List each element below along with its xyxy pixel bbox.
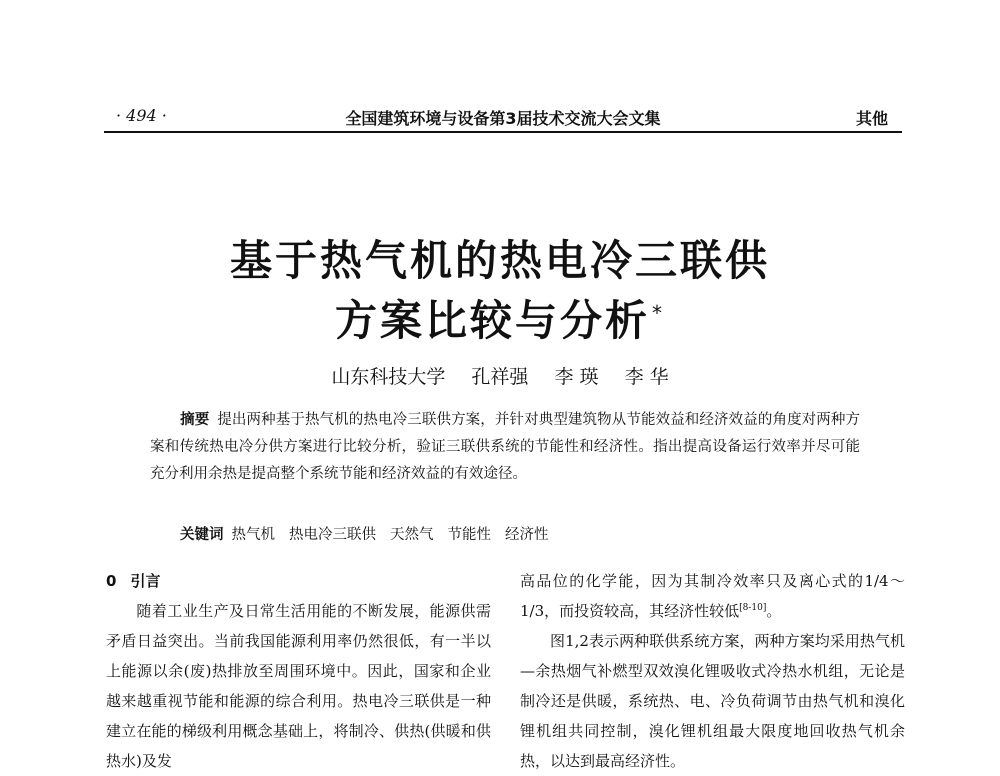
citation-ref: [8-10]: [739, 603, 767, 613]
section-heading: [106, 566, 491, 596]
keyword: 节能性: [447, 527, 491, 543]
keyword: 热电冷三联供: [289, 527, 376, 543]
paper-title-line-2-text: 方案比较与分析: [334, 296, 650, 345]
author-name: 孔祥强: [471, 366, 529, 388]
section-title: 引言: [130, 572, 161, 590]
body-column-right: [520, 566, 905, 776]
keyword: 热气机: [231, 527, 275, 543]
keyword: 经济性: [505, 527, 549, 543]
keyword: 天然气: [390, 527, 434, 543]
continued-paragraph: [520, 566, 905, 626]
author-name: 李 华: [624, 366, 669, 388]
running-header: [104, 106, 902, 132]
paper-title-line-2: [0, 288, 1000, 348]
abstract: [150, 407, 860, 488]
intro-paragraph: [106, 596, 491, 776]
author-name: 李 瑛: [554, 366, 599, 388]
body-column-left: [106, 566, 491, 776]
continued-paragraph-end: 。: [766, 602, 782, 620]
system-paragraph-text: 图1,2表示两种联供系统方案，两种方案均采用热气机—余热烟气补燃型双效溴化锂吸收式冷热水机组，无论是制冷还是供暖，系统热、电、冷负荷调节由热气机和溴化锂机组共同控制，溴化锂机组最大限度地回收热气机余热，以达到最高经济性。: [520, 632, 905, 770]
author-line: [0, 362, 1000, 389]
intro-paragraph-text: 随着工业生产及日常生活用能的不断发展，能源供需矛盾日益突出。当前我国能源利用率仍然很低，有一半以上能源以余(废)热排放至周围环境中。因此，国家和企业越来越重视节能和能源的综合利用。热电冷三联供是一种建立在能的梯级利用概念基础上，将制冷、供热(供暖和供热水)及发: [106, 602, 491, 770]
paper-title-line-1: 基于热气机的热电冷三联供: [229, 236, 770, 285]
header-rule: [104, 131, 902, 133]
section-label: 其他: [855, 109, 888, 128]
keywords-label: 关键词: [180, 527, 224, 543]
affiliation: 山东科技大学: [331, 366, 446, 388]
section-number: 0: [106, 572, 117, 590]
system-paragraph: [520, 626, 905, 776]
title-footnote-mark: *: [652, 301, 665, 325]
page-number: · 494 ·: [116, 106, 167, 125]
continued-paragraph-text: 高品位的化学能，因为其制冷效率只及离心式的1/4～1/3，而投资较高，其经济性较低: [520, 572, 905, 620]
abstract-text: 提出两种基于热气机的热电冷三联供方案，并针对典型建筑物从节能效益和经济效益的角度对两种方案和传统热电冷分供方案进行比较分析，验证三联供系统的节能性和经济性。指出提高设备运行效率并尽可能充分利用余热是提高整个系统节能和经济效益的有效途径。: [150, 412, 860, 482]
abstract-label: 摘要: [180, 412, 210, 428]
keywords: [150, 523, 860, 544]
journal-title: 全国建筑环境与设备第3届技术交流大会文集: [345, 109, 661, 128]
